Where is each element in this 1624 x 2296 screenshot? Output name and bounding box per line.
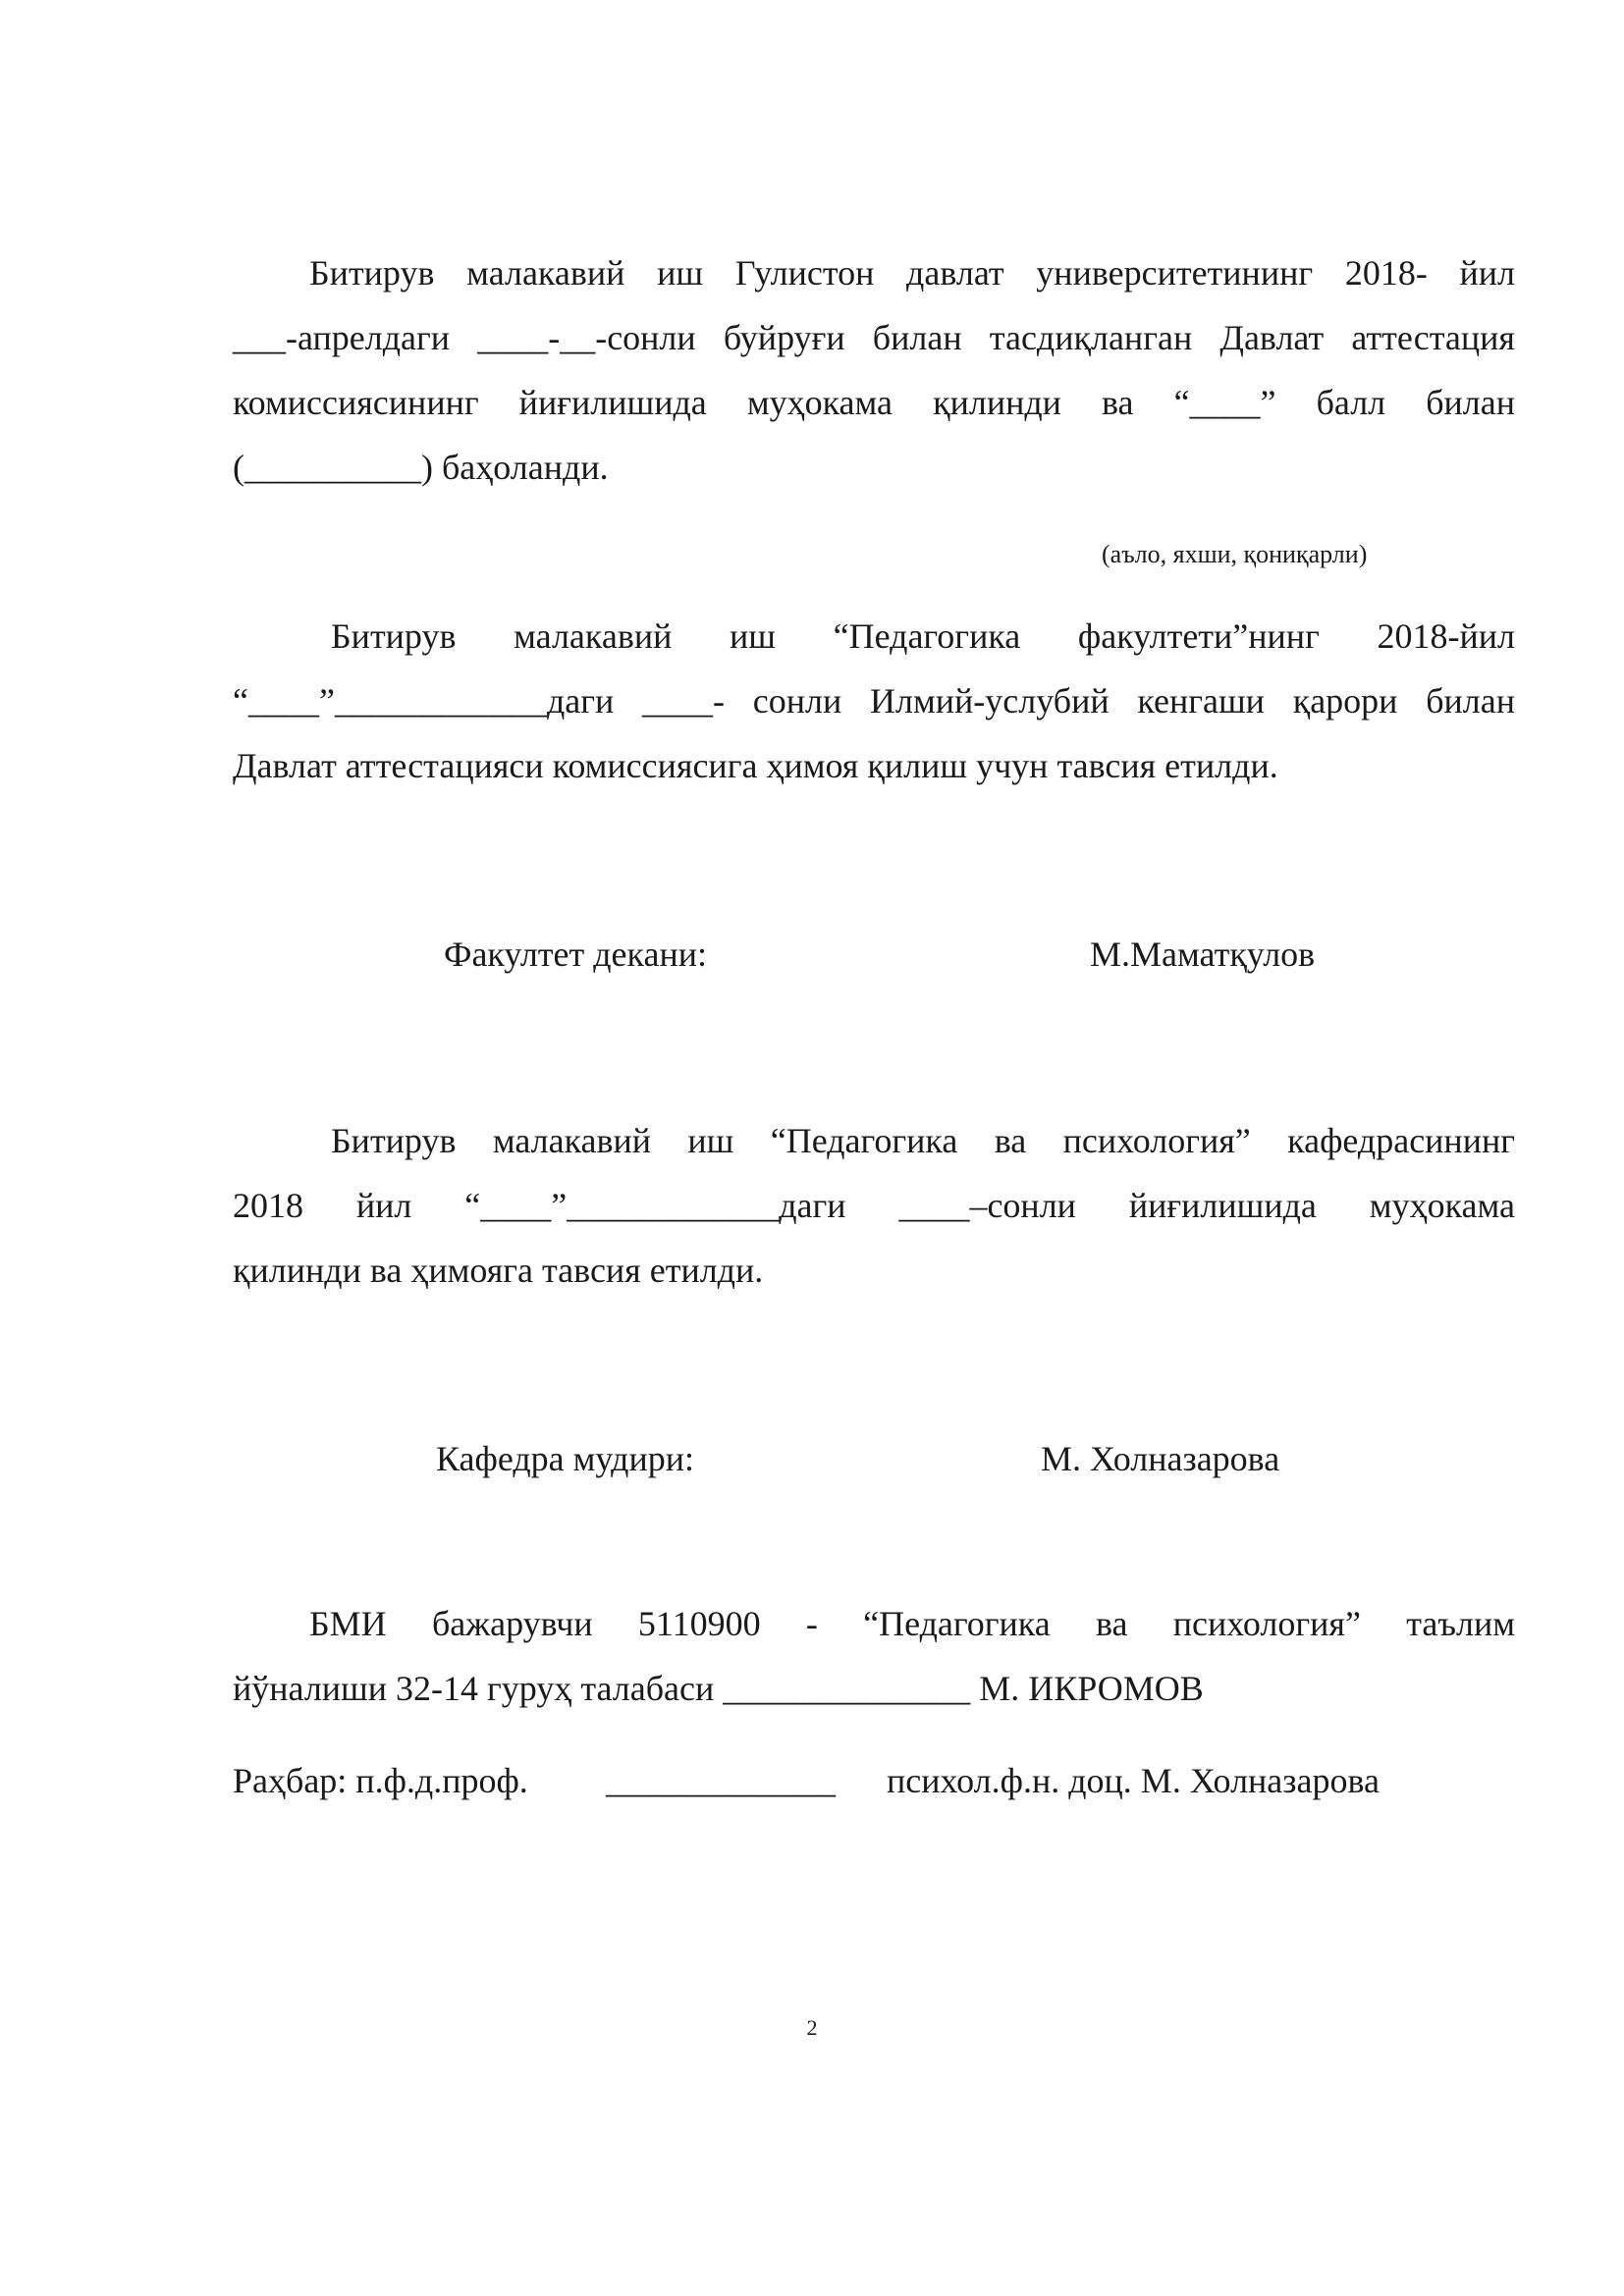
paragraph-line: Битирув малакавий иш “Педагогика ва психология” кафедрасининг <box>331 1121 1515 1160</box>
paragraph-line: ___-апрелдаги ____-__-сонли буйруғи билан тасдиқланган Давлат аттестация <box>233 318 1515 357</box>
head-of-department-label: Кафедра мудири: <box>436 1439 695 1478</box>
supervisor-name: психол.ф.н. доц. М. Холназарова <box>887 1761 1380 1800</box>
dean-name: М.Маматқулов <box>1090 934 1316 974</box>
paragraph-line: 2018 йил “____”____________даги ____–сонли йиғилишида муҳокама <box>233 1186 1515 1225</box>
paragraph-line: (__________) баҳоланди. <box>233 448 609 487</box>
paragraph-line: БМИ бажарувчи 5110900 - “Педагогика ва психология” таълим <box>309 1604 1515 1643</box>
paragraph-line: Давлат аттестацияси комиссиясига ҳимоя қилиш учун тавсия етилди. <box>233 746 1278 785</box>
paragraph-line: Битирув малакавий иш Гулистон давлат университетининг 2018- йил <box>309 253 1515 293</box>
paragraph-line: қилинди ва ҳимояга тавсия етилди. <box>233 1251 764 1290</box>
grade-note: (аъло, яхши, қониқарли) <box>1102 540 1368 568</box>
dean-label: Факултет декани: <box>444 934 707 974</box>
supervisor-label: Раҳбар: п.ф.д.проф. <box>233 1761 528 1800</box>
paragraph-line: комиссиясининг йиғилишида муҳокама қилинди ва “____” балл билан <box>233 383 1515 422</box>
supervisor-signature-blank: _____________ <box>606 1761 836 1800</box>
page-number: 2 <box>806 2015 818 2040</box>
paragraph-line: Битирув малакавий иш “Педагогика факултети”нинг 2018-йил <box>331 616 1515 656</box>
paragraph-line: “____”____________даги ____- сонли Илмий-услубий кенгаши қарори билан <box>233 681 1515 721</box>
head-of-department-name: М. Холназарова <box>1041 1439 1280 1478</box>
paragraph-line: йўналиши 32-14 гуруҳ талабаси ______________ М. ИКРОМОВ <box>233 1669 1204 1708</box>
